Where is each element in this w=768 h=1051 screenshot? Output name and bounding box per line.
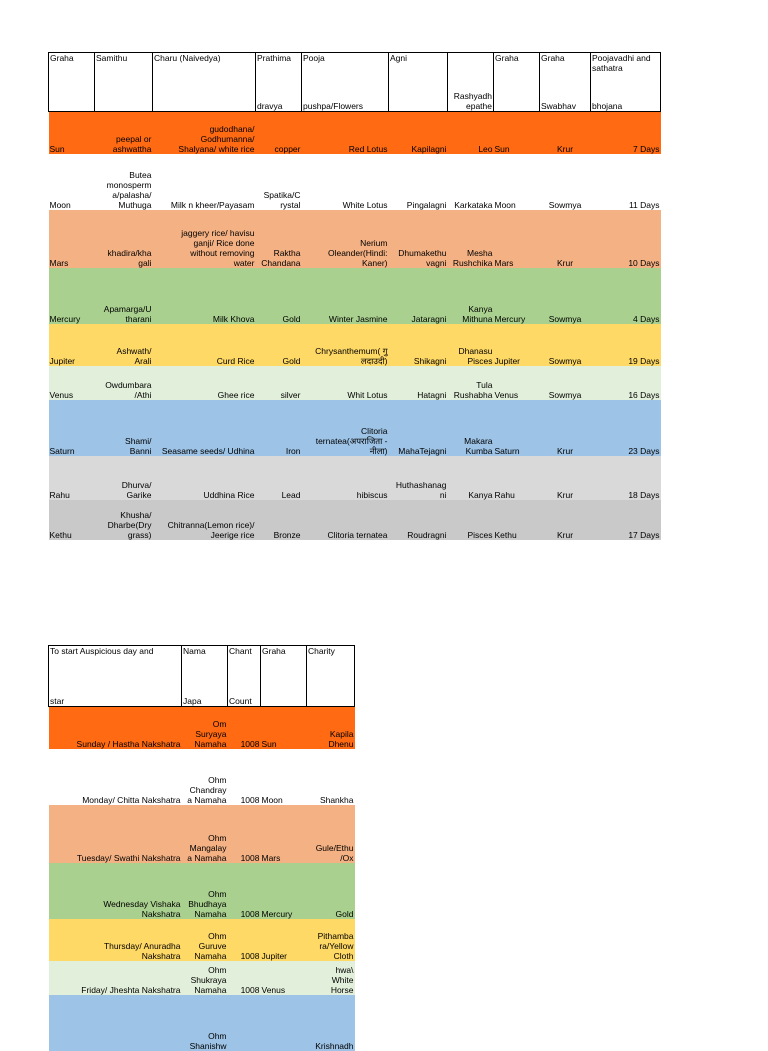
table-cell: Butea monosperm a/palasha/ Muthuga bbox=[106, 170, 152, 210]
header-row bbox=[49, 646, 355, 707]
header-bottom-text: bhojana bbox=[592, 101, 623, 111]
table-row bbox=[49, 324, 661, 366]
table-cell: Dhurva/ Garike bbox=[121, 480, 152, 500]
header-top-text: Graha bbox=[495, 53, 519, 63]
table-cell: Bronze bbox=[273, 530, 301, 540]
column-header bbox=[228, 646, 261, 707]
table-cell: gudodhana/ Godhumanna/ Shalyana/ white rice bbox=[178, 124, 255, 154]
table-cell: 16 Days bbox=[628, 390, 660, 400]
table-cell: Ohm Shanishw bbox=[189, 1031, 227, 1051]
header-bottom-text: dravya bbox=[257, 101, 283, 111]
table-cell: silver bbox=[280, 390, 301, 400]
table-cell: Owdumbara /Athi bbox=[105, 380, 152, 400]
header-bottom-text: Swabhav bbox=[541, 101, 576, 111]
table-cell: Sun bbox=[49, 144, 65, 154]
table-cell: Dhanasu Pisces bbox=[458, 346, 493, 366]
table-cell: Pisces bbox=[467, 530, 493, 540]
table-cell: 17 Days bbox=[628, 530, 660, 540]
header-top-text: Graha bbox=[262, 646, 286, 656]
column-header bbox=[307, 646, 355, 707]
table-cell: Wednesday Vishaka Nakshatra bbox=[103, 899, 181, 919]
header-bottom-text: Count bbox=[229, 696, 252, 706]
table-cell: White Lotus bbox=[342, 200, 388, 210]
table-cell: Huthashanag ni bbox=[395, 480, 447, 500]
table-cell: Kethu bbox=[49, 530, 72, 540]
table-cell: Moon bbox=[261, 795, 283, 805]
table-cell: Moon bbox=[494, 200, 516, 210]
table-cell: khadira/kha gali bbox=[107, 248, 152, 268]
table-cell: Roudragni bbox=[407, 530, 447, 540]
table-row bbox=[49, 919, 355, 961]
table-cell: Mesha Rushchika bbox=[452, 248, 493, 268]
table-cell: copper bbox=[274, 144, 301, 154]
table-cell: Sun bbox=[261, 739, 277, 749]
table-cell: Mars bbox=[261, 853, 281, 863]
column-header bbox=[591, 53, 661, 112]
table-cell: 1008 bbox=[240, 853, 260, 863]
table-cell: Milk n kheer/Payasam bbox=[170, 200, 255, 210]
table-cell: Jupiter bbox=[49, 356, 76, 366]
table-cell: Chitranna(Lemon rice)/ Jeerige rice bbox=[167, 520, 255, 540]
table-cell bbox=[261, 995, 307, 1051]
header-top-text: Nama bbox=[183, 646, 206, 656]
column-header bbox=[540, 53, 591, 112]
table-row bbox=[49, 268, 661, 324]
table-cell: 1008 bbox=[240, 795, 260, 805]
header-row bbox=[49, 53, 661, 112]
table-cell: jaggery rice/ havisu ganji/ Rice done without removing water bbox=[181, 228, 255, 268]
header-bottom-text: star bbox=[50, 696, 65, 706]
table-cell: Krishnadh bbox=[315, 1041, 354, 1051]
table-cell: Sowmya bbox=[548, 390, 582, 400]
table-cell: Chrysanthemum( गु लदाउदी) bbox=[315, 346, 388, 366]
table-cell: Friday/ Jheshta Nakshatra bbox=[81, 985, 181, 995]
table-cell: 1008 bbox=[240, 739, 260, 749]
table-row bbox=[49, 112, 661, 155]
table-cell: 4 Days bbox=[633, 314, 660, 324]
table-cell: Karkataka bbox=[454, 200, 493, 210]
table-row bbox=[49, 154, 661, 210]
table-cell: MahaTejagni bbox=[398, 446, 447, 456]
table-cell: Kapila Dhenu bbox=[328, 729, 354, 749]
table-cell: peepal or ashwattha bbox=[112, 134, 152, 154]
table-cell: Khusha/ Dharbe(Dry grass) bbox=[107, 510, 152, 540]
column-header bbox=[95, 53, 153, 112]
table-cell: Monday/ Chitta Nakshatra bbox=[82, 795, 181, 805]
table-cell: Gold bbox=[335, 909, 354, 919]
header-top-text: Poojavadhi and sathatra bbox=[592, 53, 651, 73]
table-cell: Ashwath/ Arali bbox=[116, 346, 152, 366]
table-cell: Kanya bbox=[468, 490, 493, 500]
table-cell: hwa\ White Horse bbox=[330, 965, 354, 995]
table-row bbox=[49, 805, 355, 863]
column-header bbox=[261, 646, 307, 707]
column-header bbox=[256, 53, 302, 112]
column-header bbox=[49, 646, 182, 707]
table-cell: Milk Khova bbox=[212, 314, 255, 324]
table-cell: Raktha Chandana bbox=[261, 248, 301, 268]
table-cell: Moon bbox=[49, 200, 71, 210]
table-cell: Shankha bbox=[319, 795, 354, 805]
table-cell: 1008 bbox=[240, 951, 260, 961]
table-cell: Shikagni bbox=[413, 356, 447, 366]
table-cell: Apamarga/U tharani bbox=[103, 304, 152, 324]
table-cell: Kanya Mithuna bbox=[462, 304, 493, 324]
table-cell: Saturn bbox=[494, 446, 520, 456]
table-cell: Ohm Guruve Namaha bbox=[194, 931, 227, 961]
table-cell: Clitoria ternatea(अपराजिता - नीला) bbox=[315, 426, 388, 456]
header-bottom-text: Japa bbox=[183, 696, 202, 706]
table-cell: Ohm Chandray a Namaha bbox=[187, 775, 227, 805]
table-cell: Ohm Shukraya Namaha bbox=[190, 965, 227, 995]
table-cell: Sun bbox=[494, 144, 510, 154]
table-cell: Rahu bbox=[49, 490, 70, 500]
table-cell: Mars bbox=[49, 258, 69, 268]
table-cell: Pithamba ra/Yellow Cloth bbox=[317, 931, 354, 961]
table-cell: 18 Days bbox=[628, 490, 660, 500]
table-cell: Krur bbox=[556, 144, 574, 154]
table-cell: 7 Days bbox=[633, 144, 660, 154]
table-cell: Mercury bbox=[261, 909, 293, 919]
table-cell: Mars bbox=[494, 258, 514, 268]
header-top-text: Prathima bbox=[257, 53, 292, 63]
table-cell: Hatagni bbox=[417, 390, 447, 400]
table-cell: Ohm Bhudhaya Namaha bbox=[188, 889, 227, 919]
table-cell: Ghee rice bbox=[217, 390, 255, 400]
table-cell: 10 Days bbox=[628, 258, 660, 268]
column-header bbox=[448, 53, 494, 112]
table-cell: Gule/Ethu /Ox bbox=[315, 843, 354, 863]
header-top-text: Charu (Naivedya) bbox=[154, 53, 221, 63]
header-top-text: Charity bbox=[308, 646, 335, 656]
table-cell: Jupiter bbox=[261, 951, 288, 961]
header-top-text: To start Auspicious day and bbox=[50, 646, 154, 656]
table-cell: Mercury bbox=[494, 314, 526, 324]
table-cell: Gold bbox=[282, 356, 301, 366]
table-cell: Sowmya bbox=[548, 200, 582, 210]
table-cell: Seasame seeds/ Udhina bbox=[161, 446, 255, 456]
table-row bbox=[49, 961, 355, 995]
table-cell: Krur bbox=[556, 258, 574, 268]
table-row bbox=[49, 995, 355, 1051]
table-cell: Leo bbox=[478, 144, 493, 154]
table-row bbox=[49, 707, 355, 750]
table-row bbox=[49, 400, 661, 456]
table-cell: 1008 bbox=[240, 985, 260, 995]
table-cell: Sowmya bbox=[548, 314, 582, 324]
table-cell: Jupiter bbox=[494, 356, 521, 366]
table-cell bbox=[49, 995, 182, 1051]
table-cell: Thursday/ Anuradha Nakshatra bbox=[103, 941, 181, 961]
table-cell: Dhumakethu vagni bbox=[398, 248, 447, 268]
table-cell: Tula Rushabha bbox=[453, 380, 493, 400]
table-row bbox=[49, 366, 661, 400]
table-cell: Jataragni bbox=[411, 314, 447, 324]
table-cell: Venus bbox=[49, 390, 74, 400]
table-cell: Kethu bbox=[494, 530, 517, 540]
table-cell: Krur bbox=[556, 490, 574, 500]
table-row bbox=[49, 210, 661, 268]
table-cell: Curd Rice bbox=[216, 356, 255, 366]
table-cell: 23 Days bbox=[628, 446, 660, 456]
header-bottom-text: Rashyadh epathe bbox=[453, 91, 492, 111]
table-cell: Sunday / Hastha Nakshatra bbox=[76, 739, 181, 749]
table-cell: hibiscus bbox=[356, 490, 388, 500]
graha-pooja-table bbox=[48, 52, 661, 540]
table-cell: Sowmya bbox=[548, 356, 582, 366]
header-top-text: Chant bbox=[229, 646, 252, 656]
table-cell: Lead bbox=[281, 490, 301, 500]
table-cell: Kapilagni bbox=[411, 144, 447, 154]
table-cell: Venus bbox=[494, 390, 519, 400]
table-cell bbox=[228, 995, 261, 1051]
table-cell: Pingalagni bbox=[406, 200, 447, 210]
auspicious-day-table bbox=[48, 645, 355, 1051]
column-header bbox=[302, 53, 389, 112]
table-row bbox=[49, 500, 661, 540]
header-top-text: Graha bbox=[541, 53, 565, 63]
header-top-text: Samithu bbox=[96, 53, 128, 63]
table-cell: Uddhina Rice bbox=[203, 490, 255, 500]
table-cell: Red Lotus bbox=[348, 144, 388, 154]
table-cell: Ohm Mangalay a Namaha bbox=[187, 833, 227, 863]
table-cell: Gold bbox=[282, 314, 301, 324]
header-top-text: Graha bbox=[50, 53, 74, 63]
table-cell: Makara Kumba bbox=[464, 436, 493, 456]
table-cell: Krur bbox=[556, 446, 574, 456]
table-cell: 19 Days bbox=[628, 356, 660, 366]
column-header bbox=[182, 646, 228, 707]
table-cell: Krur bbox=[556, 530, 574, 540]
header-top-text: Agni bbox=[390, 53, 408, 63]
table-cell: Nerium Oleander(Hindi: Kaner) bbox=[327, 238, 388, 268]
table-cell: Shami/ Banni bbox=[125, 436, 152, 456]
table-cell: Iron bbox=[285, 446, 301, 456]
table-cell: Spatika/C rystal bbox=[263, 190, 301, 210]
table-cell: 1008 bbox=[240, 909, 260, 919]
column-header bbox=[49, 53, 95, 112]
table-cell: Om Suryaya Namaha bbox=[194, 719, 227, 749]
table-row bbox=[49, 749, 355, 805]
table-cell: Rahu bbox=[494, 490, 515, 500]
table-row bbox=[49, 863, 355, 919]
table-cell: Saturn bbox=[49, 446, 75, 456]
table-cell: Venus bbox=[261, 985, 286, 995]
table-cell: Mercury bbox=[49, 314, 81, 324]
column-header bbox=[153, 53, 256, 112]
header-bottom-text: pushpa/Flowers bbox=[303, 101, 364, 111]
table-cell: 11 Days bbox=[628, 200, 660, 210]
table-cell: Clitoria ternatea bbox=[327, 530, 388, 540]
table-cell: Whit Lotus bbox=[347, 390, 388, 400]
table-row bbox=[49, 456, 661, 500]
column-header bbox=[494, 53, 540, 112]
column-header bbox=[389, 53, 448, 112]
header-top-text: Pooja bbox=[303, 53, 325, 63]
table-cell: Winter Jasmine bbox=[328, 314, 388, 324]
table-cell: Tuesday/ Swathi Nakshatra bbox=[76, 853, 181, 863]
